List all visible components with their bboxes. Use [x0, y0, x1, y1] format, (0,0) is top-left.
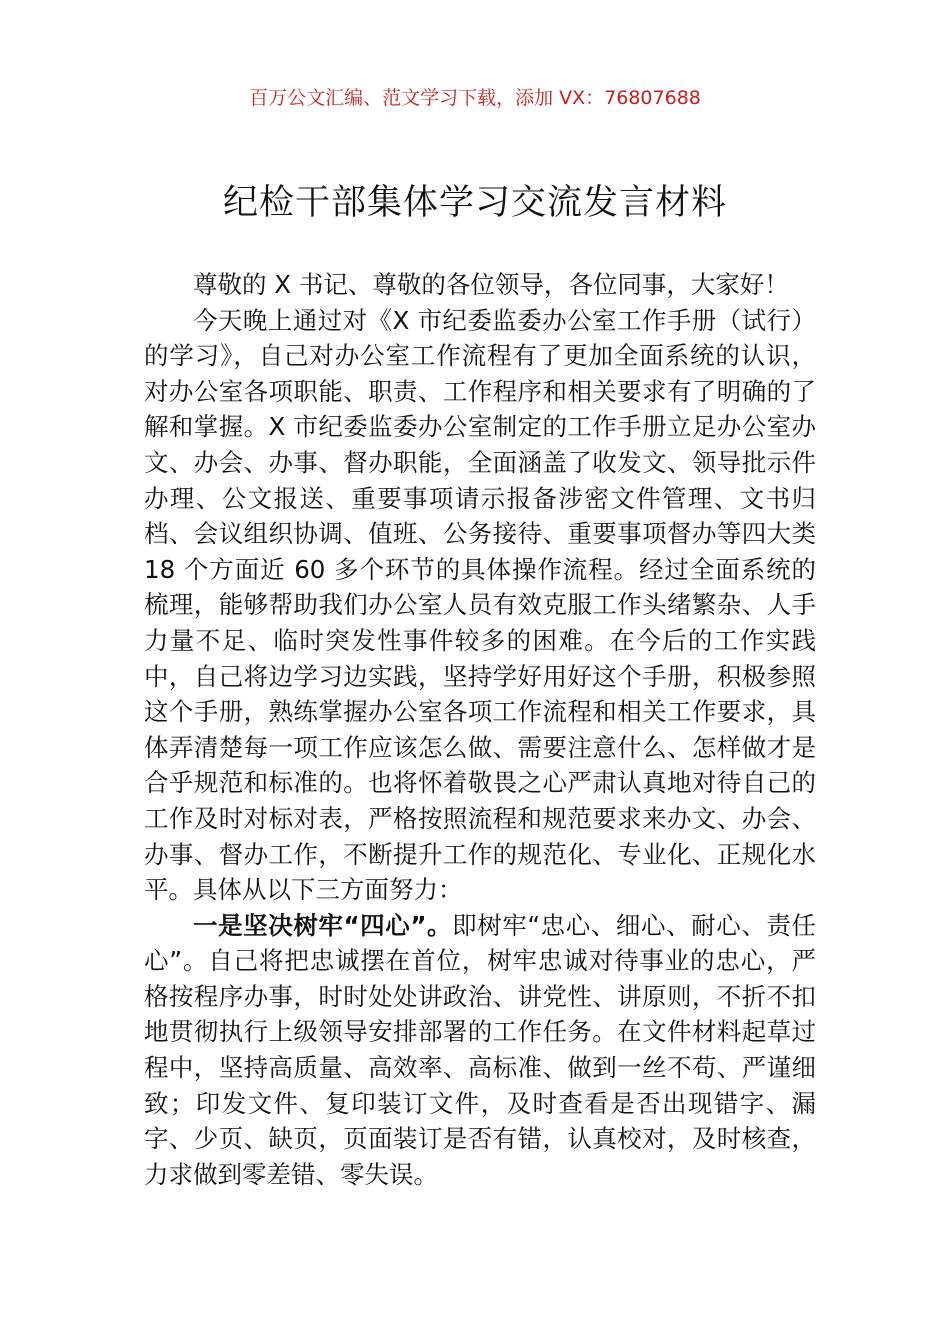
page-title: 纪检干部集体学习交流发言材料: [222, 183, 727, 223]
intro-paragraph: 今天晚上通过对《X 市纪委监委办公室工作手册（试行）的学习》，自己对办公室工作流程有了更加全面系统的认识，对办公室各项职能、职责、工作程序和相关要求有了明确的了解和掌握。X 市纪委监委办公室制定的工作手册立足办公室办文、办会、办事、督办职能，全面涵盖了收发文、领导批示件办理、公文报送、重要事项请示报备涉密文件管理、文书归档、会议组织协调、值班、公务接待、重要事项督办等四大类 18 个方面近 60 多个环节的具体操作流程。经过全面系统的梳理，能够帮助我们办公室人员有效克服工作头绪繁杂、人手力量不足、临时突发性事件较多的困难。在今后的工作实践中，自己将边学习边实践，坚持学好用好这个手册，积极参照这个手册，熟练掌握办公室各项工作流程和相关工作要求，具体弄清楚每一项工作应该怎么做、需要注意什么、怎样做才是合乎规范和标准的。也将怀着敬畏之心严肃认真地对待自己的工作及时对标对表，严格按照流程和规范要求来办文、办会、办事、督办工作，不断提升工作的规范化、专业化、正规化水平。具体从以下三方面努力：: [144, 305, 816, 905]
watermark-banner: 百万公文汇编、范文学习下载，添加 VX：76807688: [249, 87, 701, 109]
document-body: [144, 267, 816, 1192]
point-one-paragraph: [144, 908, 816, 1193]
point-one-body: 即树牢“忠心、细心、耐心、责任心”。自己将把忠诚摆在首位，树牢忠诚对待事业的忠心，严格按程序办事，时时处处讲政治、讲党性、讲原则，不折不扣地贯彻执行上级领导安排部署的工作任务。在文件材料起草过程中，坚持高质量、高效率、高标准、做到一丝不苟、严谨细致；印发文件、复印装订文件，及时查看是否出现错字、漏字、少页、缺页，页面装订是否有错，认真校对，及时核查，力求做到零差错、零失误。: [144, 910, 816, 1189]
greeting-paragraph: 尊敬的 X 书记、尊敬的各位领导，各位同事，大家好！: [193, 270, 789, 299]
point-one-heading: 一是坚决树牢“四心”。: [193, 910, 453, 940]
